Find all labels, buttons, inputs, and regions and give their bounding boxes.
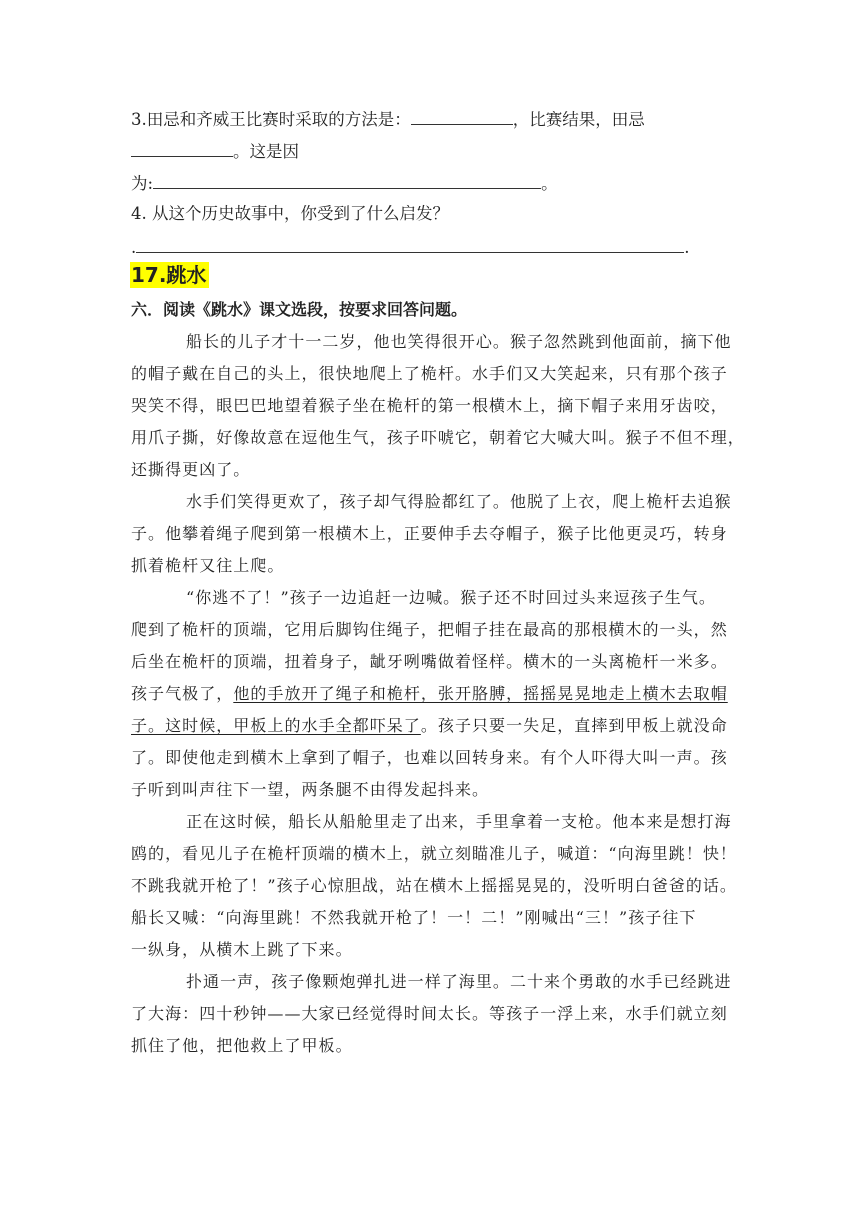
passage-line: 爬到了桅杆的顶端，它用后脚钩住绳子，把帽子挂在最高的那根横木的一头，然 [131,620,728,639]
passage-line: 用爪子撕，好像故意在逗他生气，孩子吓唬它，朝着它大喊大叫。猴子不但不理， [131,428,745,447]
passage-line: 还撕得更凶了。 [131,460,251,479]
passage-line: 抓住了他，把他救上了甲板。 [131,1036,353,1055]
passage-line [131,682,729,706]
passage-line: 子。他攀着绳子爬到第一根横木上，正要伸手去夺帽子，猴子比他更灵巧，转身 [131,524,728,543]
passage-line: 了。即使他走到横木上拿到了帽子，也难以回转身来。有个人吓得大叫一声。孩 [131,748,728,767]
answer-blank-reason[interactable] [153,174,541,189]
passage-line: 正在这时候，船长从船舱里走了出来，手里拿着一支枪。他本来是想打海 [186,812,732,831]
question-3-line-3 [131,172,558,196]
question-3-suffix: 。这是因 [233,142,299,161]
passage-line: 不跳我就开枪了！”孩子心惊胆战，站在横木上摇摇晃晃的，没听明白爸爸的话。 [131,876,737,895]
passage-line: 子听到叫声往下一望，两条腿不由得发起抖来。 [131,780,490,799]
passage-text: 。孩子只要一失足，直摔到甲板上就没命 [420,716,728,735]
question-4-answer-line [131,236,690,260]
passage-line: “你逃不了！”孩子一边追赶一边喊。猴子还不时回过头来逗孩子生气。 [186,588,716,607]
underlined-sentence: 子。这时候，甲板上的水手全都吓呆了 [131,716,421,735]
passage-line: 哭笑不得，眼巴巴地望着猴子坐在桅杆的第一根横木上，摘下帽子来用牙齿咬， [131,396,728,415]
question-4-end: . [684,238,690,257]
passage-line: 鸥的，看见儿子在桅杆顶端的横木上，就立刻瞄准儿子，喊道：“向海里跳！快！ [131,844,737,863]
passage-line: 了大海：四十秒钟——大家已经觉得时间太长。等孩子一浮上来，水手们就立刻 [131,1004,728,1023]
question-3-line-2 [131,140,299,164]
answer-blank-inspiration[interactable] [136,238,684,253]
question-4-text: 4. 从这个历史故事中，你受到了什么启发？ [131,204,449,223]
passage-line: 扑通一声，孩子像颗炮弹扎进一样了海里。二十来个勇敢的水手已经跳进 [186,972,732,991]
question-3-middle: ，比赛结果，田忌 [512,110,645,129]
passage-line: 一纵身，从横木上跳了下来。 [131,940,353,959]
passage-line: 水手们笑得更欢了，孩子却气得脸都红了。他脱了上衣，爬上桅杆去追猴 [186,492,732,511]
question-3-line-1 [131,108,645,132]
passage-line: 后坐在桅杆的顶端，扭着身子，龇牙咧嘴做着怪样。横木的一头离桅杆一米多。 [131,652,728,671]
lesson-heading: 17.跳水 [130,262,209,288]
section-title: 六．阅读《跳水》课文选段，按要求回答问题。 [131,300,468,319]
question-3-end: 。 [541,174,558,193]
passage-line: 的帽子戴在自己的头上，很快地爬上了桅杆。水手们又大笑起来，只有那个孩子 [131,364,728,383]
passage-line: 抓着桅杆又往上爬。 [131,556,285,575]
underlined-sentence: 他的手放开了绳子和桅杆，张开胳膊，摇摇晃晃地走上横木去取帽 [233,684,728,703]
question-3-because: 为: [131,174,154,193]
passage-line: 船长又喊：“向海里跳！不然我就开枪了！一！二！”刚喊出“三！”孩子往下 [131,908,697,927]
passage-text: 孩子气极了， [131,684,234,703]
question-4-lead: . [131,238,137,257]
answer-blank-result[interactable] [131,142,233,157]
answer-blank-method[interactable] [411,110,513,125]
passage-line [131,714,729,738]
question-3-prefix: 3.田忌和齐威王比赛时采取的方法是： [131,110,411,129]
passage-line: 船长的儿子才十一二岁，他也笑得很开心。猴子忽然跳到他面前，摘下他 [186,332,732,351]
